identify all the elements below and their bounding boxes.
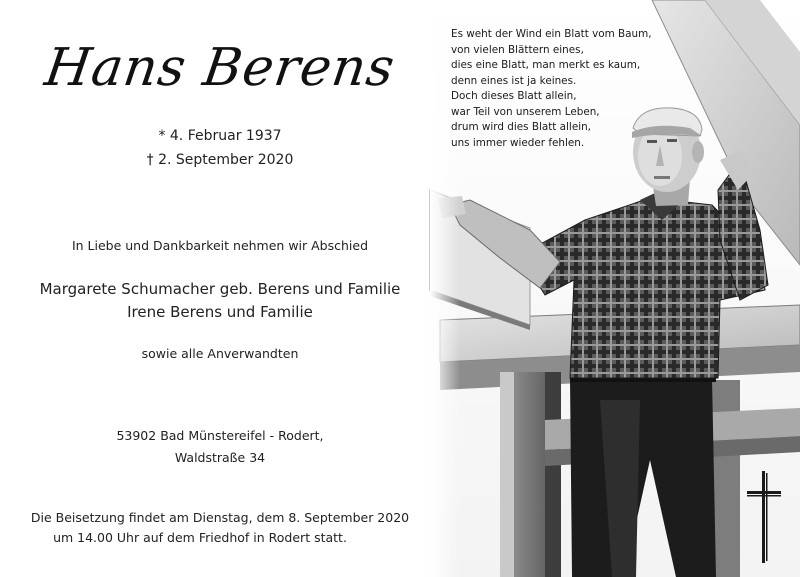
deceased-name: Hans Berens: [41, 38, 399, 98]
mourner-family-2: Irene Berens und Familie: [127, 303, 313, 321]
funeral-info-line-1: Die Beisetzung findet am Dienstag, dem 8. September 2020: [30, 510, 410, 525]
address-line-2: Waldstraße 34: [174, 450, 266, 465]
mourner-family-1: Margarete Schumacher geb. Berens und Familie: [39, 280, 401, 298]
funeral-info-line-2: um 14.00 Uhr auf dem Friedhof in Rodert statt.: [53, 530, 347, 545]
birth-date: * 4. Februar 1937: [158, 128, 282, 144]
poem-line: uns immer wieder fehlen.: [451, 136, 585, 149]
poem-line: Es weht der Wind ein Blatt vom Baum,: [451, 28, 652, 40]
poem-line: drum wird dies Blatt allein,: [451, 121, 591, 133]
poem-line: dies eine Blatt, man merkt es kaum,: [451, 59, 641, 71]
cross-icon: [744, 471, 784, 563]
poem-line: war Teil von unserem Leben,: [451, 105, 600, 118]
poem: [451, 27, 671, 151]
death-date: † 2. September 2020: [146, 152, 294, 168]
poem-line: Doch dieses Blatt allein,: [451, 90, 577, 102]
relatives-text: sowie alle Anverwandten: [141, 346, 299, 361]
poem-line: denn eines ist ja keines.: [451, 74, 577, 87]
farewell-text: In Liebe und Dankbarkeit nehmen wir Abschied: [71, 238, 369, 253]
address-line-1: 53902 Bad Münstereifel - Rodert,: [116, 428, 324, 443]
poem-line: von vielen Blättern eines,: [451, 43, 584, 56]
